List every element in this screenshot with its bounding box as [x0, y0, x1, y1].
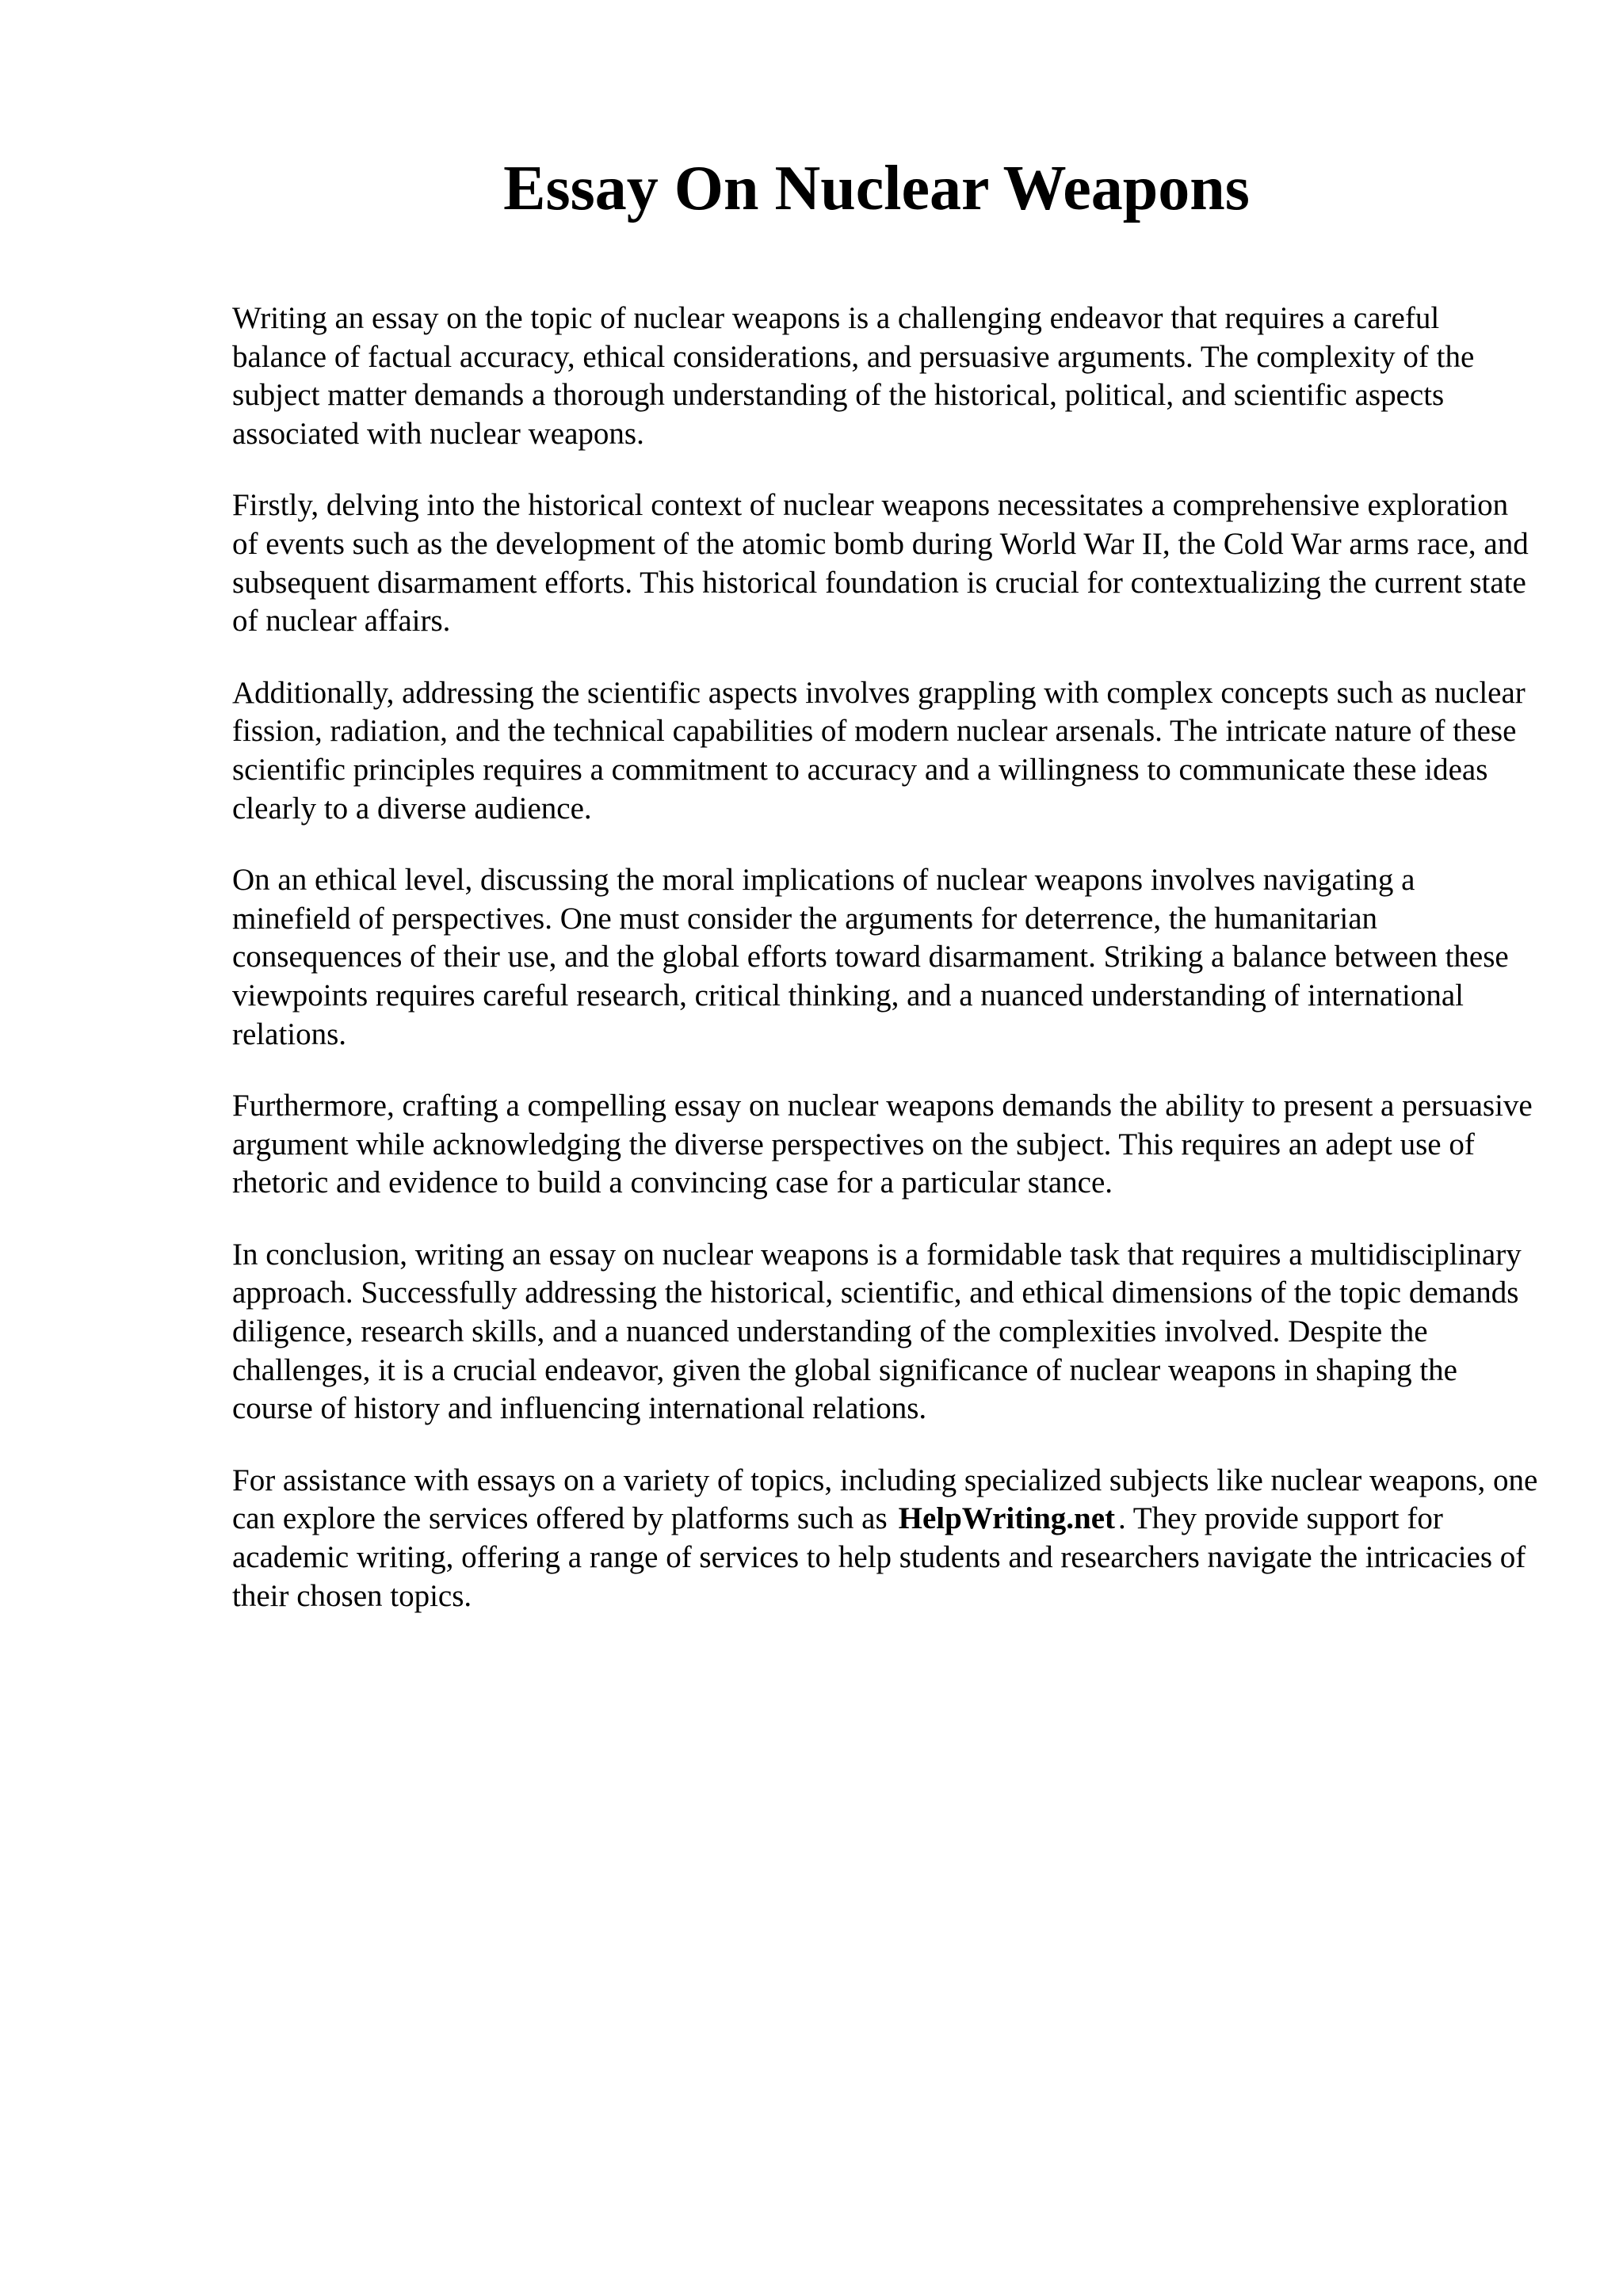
brand-link[interactable]: HelpWriting.net	[898, 1501, 1116, 1536]
closing-text-before: For assistance with essays on a variety of topics, including specialized subjects like nuclear weapons, one can explore the services offered by platforms such as	[232, 1463, 1538, 1536]
document-title: Essay On Nuclear Weapons	[503, 154, 1250, 223]
paragraph-closing	[232, 1462, 1540, 1615]
paragraph-historical: Firstly, delving into the historical context of nuclear weapons necessitates a comprehensive exploration of events such as the development of the atomic bomb during World War II, the Cold War arms race, and subsequent disarmament efforts. This historical foundation is crucial for contextualizing the current state of nuclear affairs.	[232, 488, 1529, 639]
paragraph-ethical: On an ethical level, discussing the moral implications of nuclear weapons involves navigating a minefield of perspectives. One must consider the arguments for deterrence, the humanitarian consequences of their use, and the global efforts toward disarmament. Striking a balance between these viewpoints requires careful research, critical thinking, and a nuanced understanding of international relations.	[232, 863, 1509, 1051]
paragraph-scientific: Additionally, addressing the scientific aspects involves grappling with complex concepts such as nuclear fission, radiation, and the technical capabilities of modern nuclear arsenals. The intricate nature of these scientific principles requires a commitment to accuracy and a willingness to communicate these ideas clearly to a diverse audience.	[232, 675, 1526, 826]
document-body	[232, 299, 1540, 1649]
paragraph-intro: Writing an essay on the topic of nuclear weapons is a challenging endeavor that requires a careful balance of factual accuracy, ethical considerations, and persuasive arguments. The complexity of the subject matter demands a thorough understanding of the historical, political, and scientific aspects associated with nuclear weapons.	[232, 301, 1475, 451]
paragraph-persuasive: Furthermore, crafting a compelling essay on nuclear weapons demands the ability to present a persuasive argument while acknowledging the diverse perspectives on the subject. This requires an adept use of rhetoric and evidence to build a convincing case for a particular stance.	[232, 1089, 1533, 1200]
paragraph-conclusion: In conclusion, writing an essay on nuclear weapons is a formidable task that requires a multidisciplinary approach. Successfully addressing the historical, scientific, and ethical dimensions of the topic demands diligence, research skills, and a nuanced understanding of the complexities involved. Despite the challenges, it is a crucial endeavor, given the global significance of nuclear weapons in shaping the course of history and influencing international relations.	[232, 1237, 1522, 1426]
closing-text-after: . They provide support for academic writing, offering a range of services to help students and researchers navigate the intricacies of their chosen topics.	[232, 1501, 1526, 1613]
